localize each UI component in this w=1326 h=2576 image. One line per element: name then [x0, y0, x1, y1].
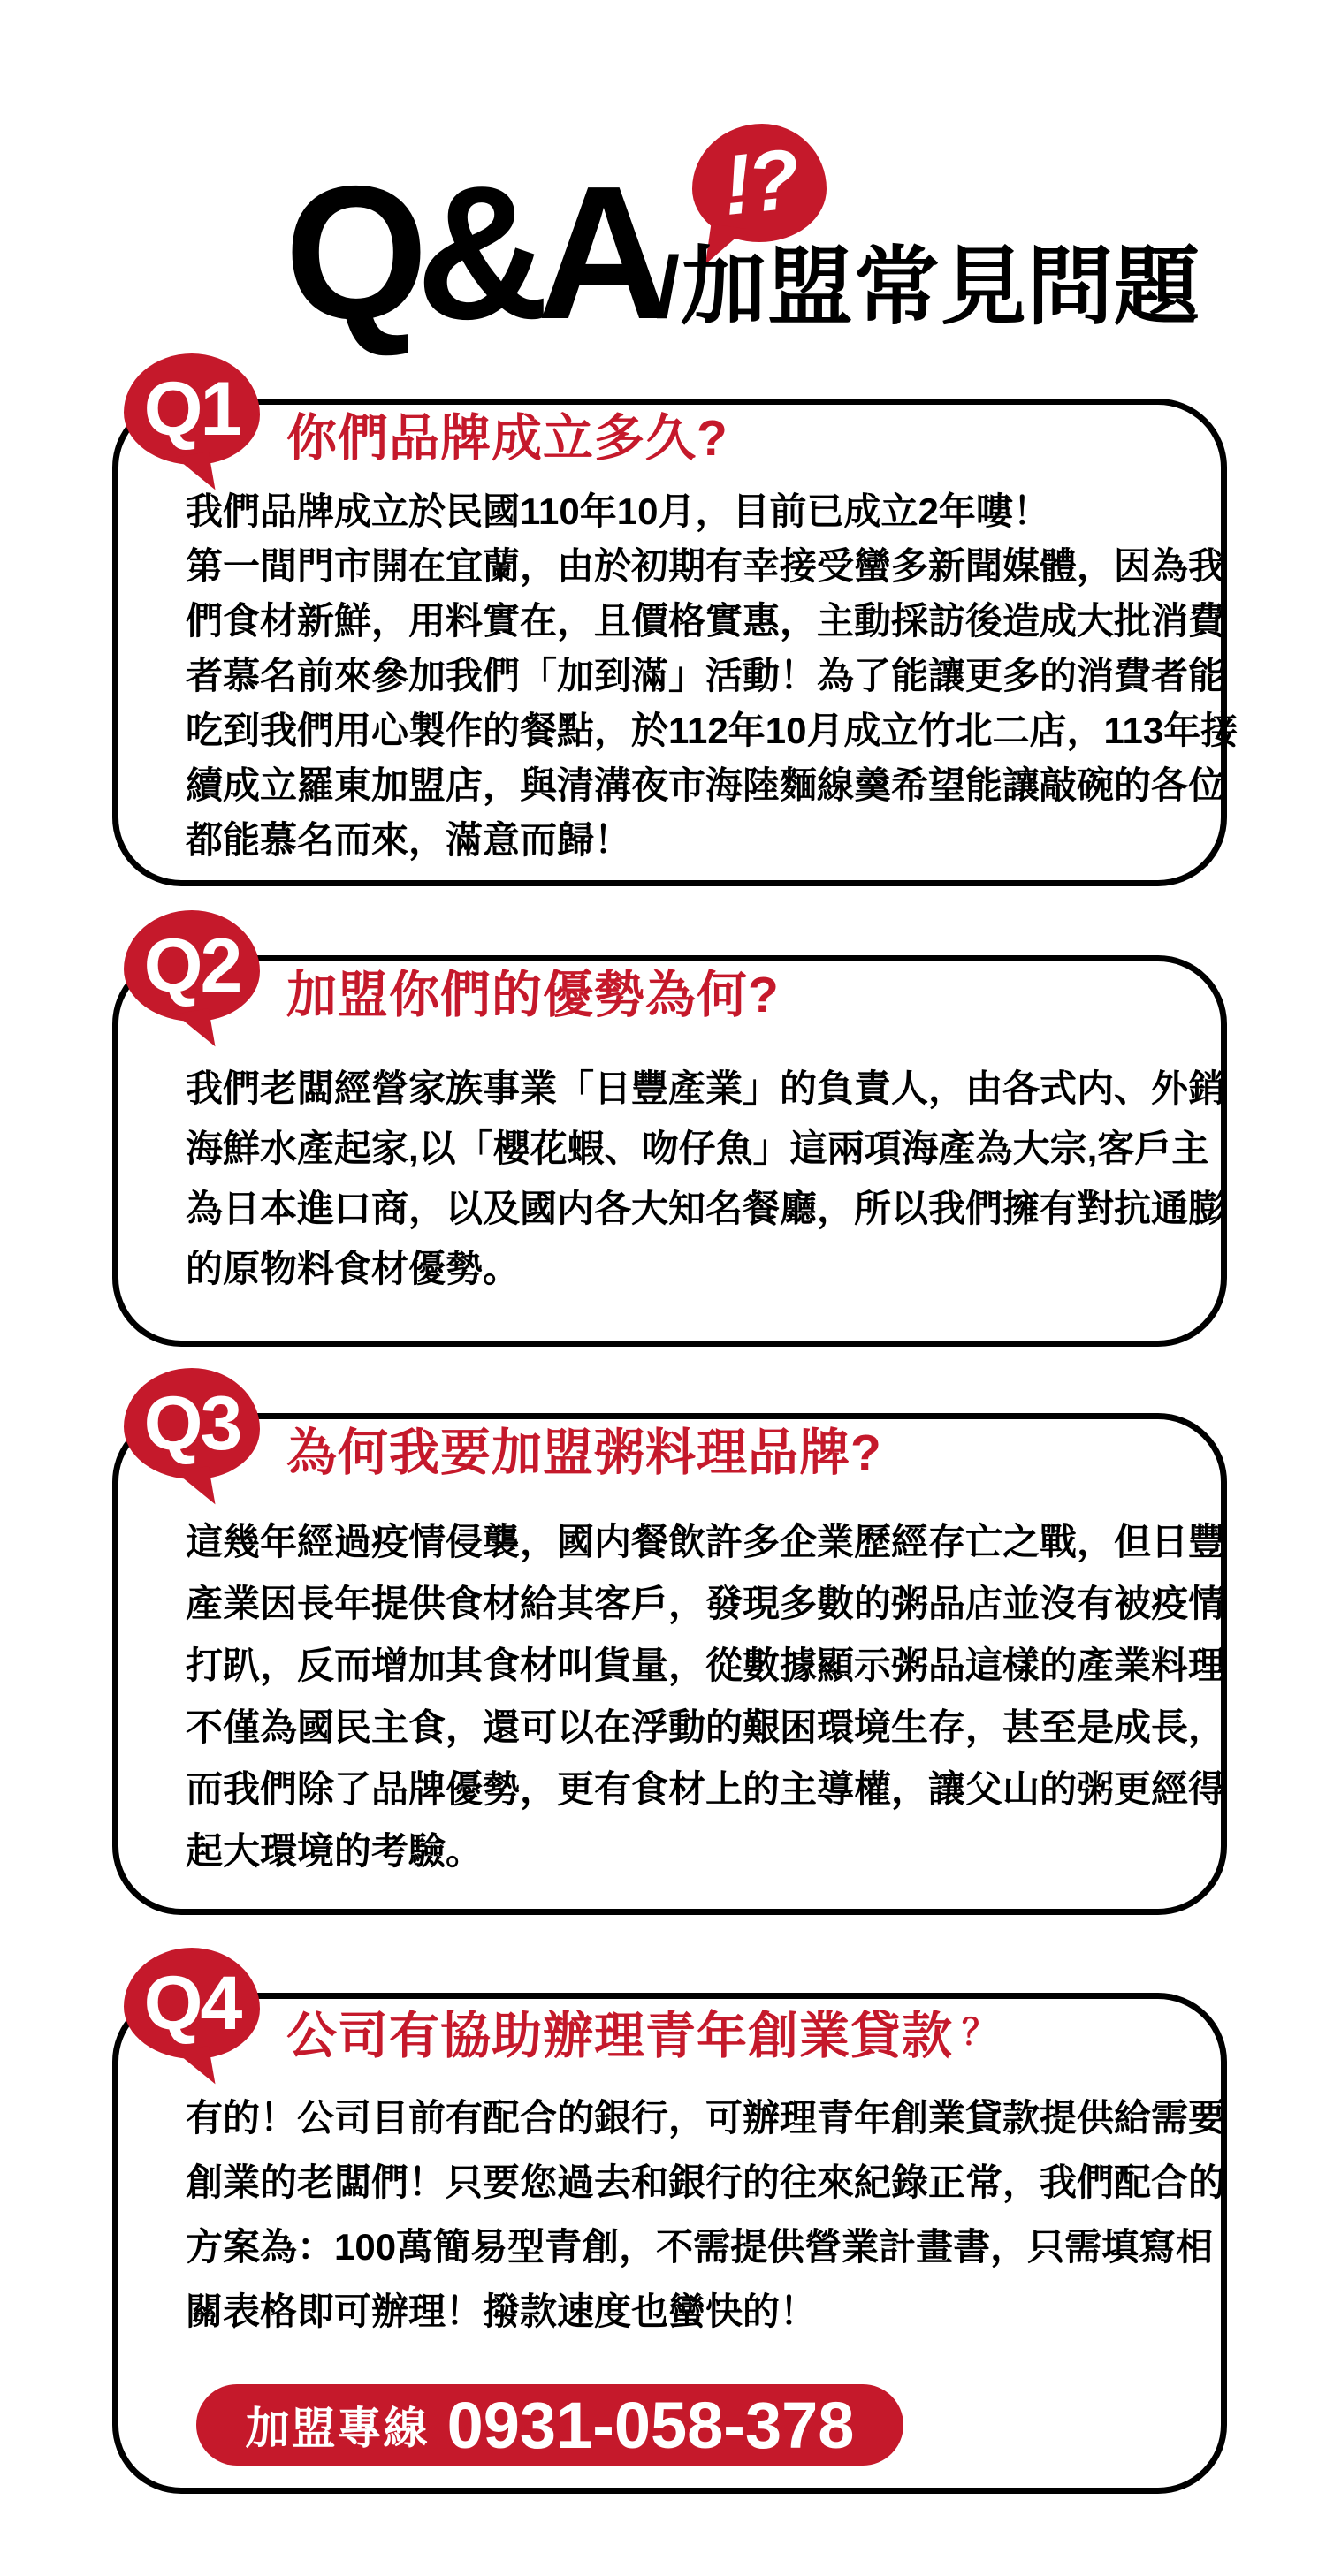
answer-text [186, 1059, 1226, 1299]
answer-line: 海鮮水產起家,以「櫻花蝦、吻仔魚」這兩項海產為大宗,客戶主 [186, 1128, 1209, 1169]
answer-line: 關表格即可辦理！撥款速度也蠻快的！ [186, 2291, 818, 2332]
question-badge-q2 [124, 910, 260, 1022]
answer-line: 為日本進口商，以及國内各大知名餐廳，所以我們擁有對抗通膨 [186, 1188, 1226, 1229]
badge-label: Q2 [143, 923, 240, 1008]
faq-card-q3 [112, 1381, 1227, 1915]
answer-line: 我們老闆經營家族事業「日豐產業」的負責人，由各式内、外銷 [186, 1068, 1226, 1109]
answer-line: 而我們除了品牌優勢，更有食材上的主導權，讓父山的粥更經得 [186, 1768, 1226, 1810]
answer-line: 都能慕名而來，滿意而歸！ [186, 819, 632, 861]
faq-card-q4 [112, 1961, 1227, 2494]
answer-line: 打趴，反而增加其食材叫貨量，從數據顯示粥品這樣的產業料理 [186, 1645, 1226, 1686]
faq-card-q2 [112, 923, 1227, 1347]
answer-text [186, 2086, 1226, 2344]
answer-line: 者慕名前來參加我們「加到滿」活動！為了能讓更多的消費者能 [186, 655, 1226, 696]
badge-label: Q3 [143, 1381, 240, 1466]
question-title [286, 2001, 1181, 2068]
answer-line: 的原物料食材優勢。 [186, 1248, 521, 1289]
answer-line: 起大環境的考驗。 [186, 1830, 484, 1872]
answer-line: 產業因長年提供食材給其客戶，發現多數的粥品店並沒有被疫情 [186, 1583, 1226, 1624]
question-mark: ？ [962, 2013, 998, 2052]
question-badge-q4 [124, 1948, 260, 2059]
question-badge-q3 [124, 1368, 260, 1479]
page-subtitle: /加盟常見問題 [656, 239, 1200, 335]
answer-line: 第一間門市開在宜蘭，由於初期有幸接受蠻多新聞媒體，因為我 [186, 545, 1226, 587]
hotline-button[interactable] [196, 2384, 903, 2466]
answer-line: 這幾年經過疫情侵襲，國内餐飲許多企業歷經存亡之戰，但日豐 [186, 1521, 1226, 1562]
answer-line: 們食材新鮮，用料實在，且價格實惠，主動採訪後造成大批消費 [186, 600, 1226, 642]
answer-text [186, 484, 1238, 868]
badge-label: Q4 [143, 1961, 240, 2046]
question-title: 你們品牌成立多久? [286, 410, 728, 467]
qa-title: Q&A [285, 146, 659, 359]
answer-line: 創業的老闆們！只要您過去和銀行的往來紀錄正常，我們配合的 [186, 2162, 1226, 2203]
answer-line: 有的！公司目前有配合的銀行，可辦理青年創業貸款提供給需要 [186, 2097, 1226, 2139]
question-text: 公司有協助辦理青年創業貸款 [286, 2008, 953, 2064]
answer-line: 方案為：100萬簡易型青創，不需提供營業計畫書，只需填寫相 [186, 2226, 1214, 2268]
answer-text [186, 1511, 1226, 1882]
faq-card-q1 [112, 367, 1238, 886]
badge-label: Q1 [143, 367, 240, 452]
bubble-marks: !? [718, 131, 801, 234]
answer-line: 續成立羅東加盟店，與清溝夜市海陸麵線羹希望能讓敲碗的各位 [186, 764, 1226, 806]
header [0, 0, 1326, 399]
question-badge-q1 [124, 353, 260, 465]
answer-line: 吃到我們用心製作的餐點，於112年10月成立竹北二店，113年接 [186, 710, 1238, 751]
question-title: 為何我要加盟粥料理品牌? [286, 1425, 882, 1481]
answer-line: 我們品牌成立於民國110年10月，目前已成立2年嘍！ [186, 490, 1050, 532]
question-title: 加盟你們的優勢為何? [286, 967, 780, 1023]
answer-line: 不僅為國民主食，還可以在浮動的艱困環境生存，甚至是成長， [186, 1706, 1226, 1748]
exclamation-question-bubble-icon [692, 124, 827, 242]
hotline-phone: 0931-058-378 [446, 2388, 855, 2462]
hotline-label: 加盟專線 [245, 2404, 430, 2453]
